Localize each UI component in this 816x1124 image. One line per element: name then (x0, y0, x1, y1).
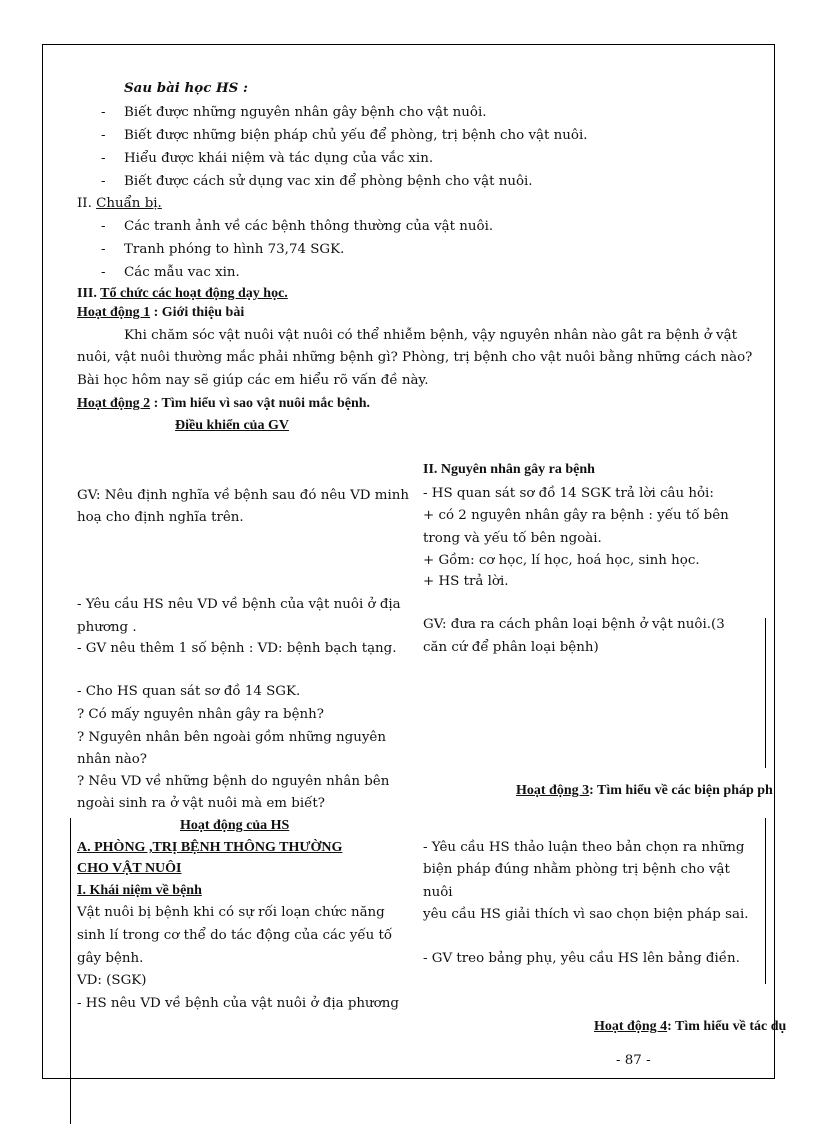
student-column-header: Hoạt động của HS (180, 818, 290, 833)
activity1-heading (77, 306, 244, 320)
cause-title: II. Nguyên nhân gây ra bệnh (423, 462, 595, 477)
preparation-item: Tranh phóng to hình 73,74 SGK. (124, 242, 345, 257)
page-border-right (774, 44, 775, 1079)
section-a-title-cont: CHO VẬT NUÔI (77, 861, 182, 876)
organization-title: Tổ chức các hoạt động dạy học. (100, 286, 288, 301)
activity2-label: Hoạt động 2 (77, 396, 151, 411)
teacher-text-line: nhân nào? (77, 752, 147, 767)
concept-title: I. Khái niệm về bệnh (77, 883, 202, 898)
objective-item: Hiểu được khái niệm và tác dụng của vắc xin. (124, 151, 434, 166)
activity1-title: : Giới thiệu bài (150, 305, 245, 320)
bullet: - (101, 242, 106, 257)
concept-text-line: Vật nuôi bị bệnh khi có sự rối loạn chức năng (77, 905, 385, 920)
activity2-title: : Tìm hiểu vì sao vật nuôi mắc bệnh. (150, 396, 371, 411)
teacher-text-line: GV: Nêu định nghĩa về bệnh sau đó nêu VD minh (77, 488, 410, 503)
organization-heading (77, 287, 288, 301)
teacher-text-line: - Yêu cầu HS nêu VD về bệnh của vật nuôi ở địa (77, 597, 401, 612)
activity4-heading (594, 1020, 786, 1034)
objective-item: Biết được cách sử dụng vac xin để phòng bệnh cho vật nuôi. (124, 174, 533, 189)
teacher-column-header: Điều khiển của GV (175, 418, 289, 433)
activity3-label: Hoạt động 3 (516, 783, 590, 798)
teacher-text-line: ? Nêu VD về những bệnh do nguyên nhân bên (77, 774, 390, 789)
page-border-bottom (42, 1078, 774, 1079)
preparation-title: Chuẩn bị. (96, 196, 162, 211)
discussion-text-line: - Yêu cầu HS thảo luận theo bản chọn ra những (423, 840, 745, 855)
cause-text-line: - HS quan sát sơ đồ 14 SGK trả lời câu hỏi: (423, 486, 714, 501)
bullet: - (101, 219, 106, 234)
activity1-label: Hoạt động 1 (77, 305, 151, 320)
bullet: - (101, 174, 106, 189)
activity3-title: : Tìm hiểu về các biện pháp ph (589, 783, 773, 798)
preparation-heading (77, 197, 162, 210)
cause-text-line: + có 2 nguyên nhân gây ra bệnh : yếu tố bên (423, 508, 729, 523)
objectives-heading: Sau bài học HS : (124, 80, 248, 96)
teacher-text-line: ? Có mấy nguyên nhân gây ra bệnh? (77, 707, 324, 722)
left-table-rule (70, 818, 71, 1124)
discussion-text-line: biện pháp đúng nhằm phòng trị bệnh cho vật (423, 862, 730, 877)
teacher-text-line: hoạ cho định nghĩa trên. (77, 510, 244, 525)
activity1-text-line: Bài học hôm nay sẽ giúp các em hiểu rõ vấn đề này. (77, 373, 429, 388)
activity3-heading (516, 784, 773, 798)
classify-text-line: căn cứ để phân loại bệnh) (423, 640, 599, 655)
teacher-text-line: phương . (77, 620, 137, 635)
cause-text-line: + HS trả lời. (423, 574, 509, 589)
concept-text-line: sinh lí trong cơ thể do tác động của các yếu tố (77, 928, 393, 943)
teacher-text-line: ngoài sinh ra ở vật nuôi mà em biết? (77, 796, 325, 811)
discussion-text-line: - GV treo bảng phụ, yêu cầu HS lên bảng điền. (423, 951, 740, 966)
discussion-text-line: yêu cầu HS giải thích vì sao chọn biện pháp sai. (423, 907, 749, 922)
bullet: - (101, 128, 106, 143)
bullet: - (101, 265, 106, 280)
page-border-left (42, 44, 43, 1079)
activity4-label: Hoạt động 4 (594, 1019, 668, 1034)
concept-text-line: - HS nêu VD về bệnh của vật nuôi ở địa phương (77, 996, 399, 1011)
teacher-text-line: ? Nguyên nhân bên ngoài gồm những nguyên (77, 730, 386, 745)
teacher-text-line: - GV nêu thêm 1 số bệnh : VD: bệnh bạch tạng. (77, 641, 397, 656)
objective-item: Biết được những nguyên nhân gây bệnh cho vật nuôi. (124, 105, 487, 120)
activity2-heading (77, 397, 370, 411)
preparation-item: Các mẫu vac xin. (124, 265, 240, 280)
section-a-title: A. PHÒNG ,TRỊ BỆNH THÔNG THƯỜNG (77, 840, 343, 855)
concept-text-line: gây bệnh. (77, 951, 144, 966)
concept-text-line: VD: (SGK) (77, 973, 147, 988)
right-table-rule-lower (765, 818, 766, 984)
activity3-clip (0, 780, 816, 806)
activity1-text-line: Khi chăm sóc vật nuôi vật nuôi có thể nhiễm bệnh, vậy nguyên nhân nào gât ra bệnh ở vật (124, 328, 737, 343)
cause-text-line: + Gồm: cơ học, lí học, hoá học, sinh học. (423, 553, 700, 568)
right-table-rule-upper (765, 618, 766, 768)
classify-text-line: GV: đưa ra cách phân loại bệnh ở vật nuôi.(3 (423, 617, 725, 632)
activity1-text-line: nuôi, vật nuôi thường mắc phải những bệnh gì? Phòng, trị bệnh cho vật nuôi bằng những cách nào? (77, 350, 753, 365)
page-number: - 87 - (616, 1053, 651, 1068)
preparation-item: Các tranh ảnh về các bệnh thông thường của vật nuôi. (124, 219, 494, 234)
teacher-text-line: - Cho HS quan sát sơ đồ 14 SGK. (77, 684, 301, 699)
cause-text-line: trong và yếu tố bên ngoài. (423, 531, 602, 546)
activity4-title: : Tìm hiểu về tác dụ (667, 1019, 787, 1034)
objective-item: Biết được những biện pháp chủ yếu để phòng, trị bệnh cho vật nuôi. (124, 128, 588, 143)
activity4-clip (0, 1016, 816, 1042)
preparation-number: II. (77, 196, 92, 211)
bullet: - (101, 151, 106, 166)
page-border-top (42, 44, 774, 45)
discussion-text-line: nuôi (423, 885, 453, 900)
organization-number: III. (77, 286, 97, 301)
bullet: - (101, 105, 106, 120)
